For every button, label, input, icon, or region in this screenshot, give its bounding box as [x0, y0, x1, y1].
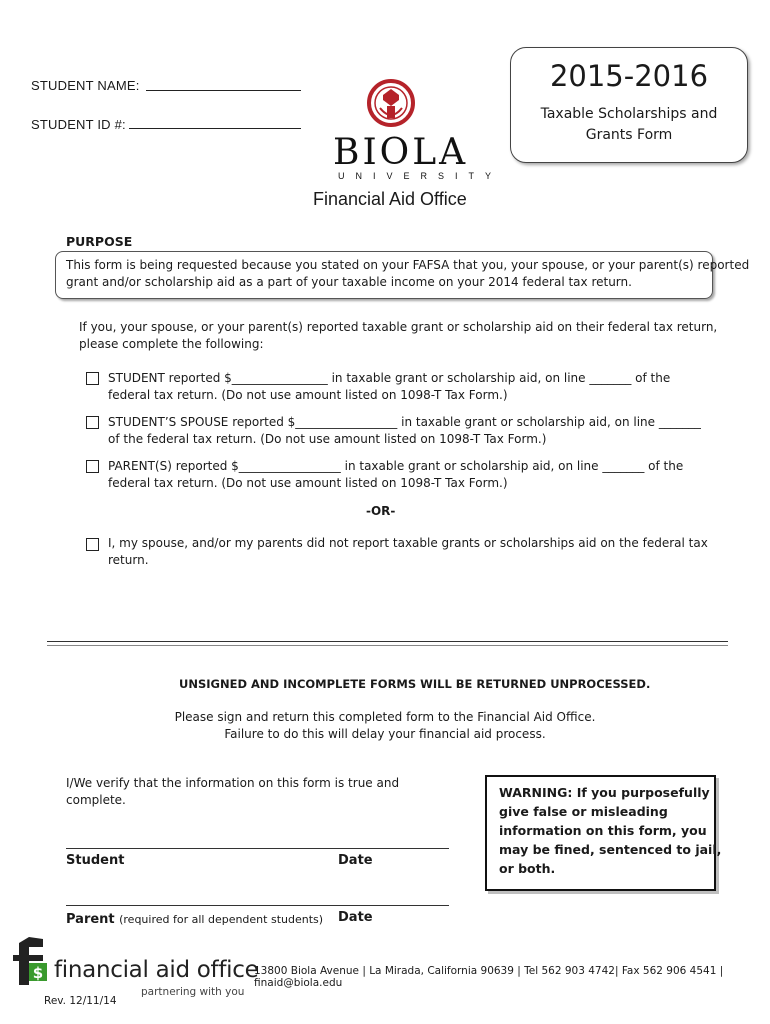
verify-text-line-2: complete.: [66, 793, 126, 807]
footer-contact: 13800 Biola Avenue | La Mirada, California 90639 | Tel 562 903 4742| Fax 562 906 4541 | finaid@biola.edu: [254, 965, 724, 989]
option-student-line-2: federal tax return. (Do not use amount listed on 1098-T Tax Form.): [108, 388, 508, 402]
spouse-reported-checkbox[interactable]: [86, 416, 99, 429]
option-none-line-1: I, my spouse, and/or my parents did not report taxable grants or scholarships aid on the federal tax: [108, 536, 708, 550]
form-year: 2015-2016: [549, 59, 709, 93]
student-signature-label: Student: [66, 853, 125, 868]
svg-text:$: $: [32, 964, 44, 982]
section-divider-shadow: [47, 645, 728, 646]
form-title-line-1: Taxable Scholarships and: [540, 106, 718, 122]
biola-emblem: [366, 78, 416, 128]
purpose-heading: PURPOSE: [66, 234, 133, 249]
student-name-label: STUDENT NAME:: [31, 78, 140, 93]
fao-tagline: partnering with you: [141, 986, 245, 998]
parent-signature-label-group: [66, 910, 323, 929]
student-id-label: STUDENT ID #:: [31, 117, 126, 132]
student-id-field[interactable]: [129, 128, 301, 129]
office-title: Financial Aid Office: [313, 189, 467, 209]
purpose-text-line-1: This form is being requested because you stated on your FAFSA that you, your spouse, or your parent(s) reported: [66, 258, 750, 272]
option-student-line-1: STUDENT reported $________________ in taxable grant or scholarship aid, on line _______ of the: [108, 371, 671, 385]
option-spouse-line-1: STUDENT’S SPOUSE reported $_________________ in taxable grant or scholarship aid, on line _______: [108, 415, 701, 429]
warning-line-3: information on this form, you: [499, 823, 707, 838]
return-instructions-line-2: Failure to do this will delay your financial aid process.: [224, 727, 546, 741]
fao-logo-text: financial aid office: [54, 957, 259, 983]
parent-date-label: Date: [338, 910, 373, 925]
parent-reported-checkbox[interactable]: [86, 460, 99, 473]
return-instructions-line-1: Please sign and return this completed form to the Financial Aid Office.: [174, 710, 596, 724]
parent-signature-label: Parent: [66, 912, 115, 927]
form-title-line-2: Grants Form: [585, 127, 673, 143]
form-title-box: [510, 47, 748, 163]
warning-line-4: may be fined, sentenced to jail,: [499, 842, 722, 857]
revision-date: Rev. 12/11/14: [44, 995, 117, 1007]
student-reported-checkbox[interactable]: [86, 372, 99, 385]
warning-line-2: give false or misleading: [499, 804, 668, 819]
not-reported-checkbox[interactable]: [86, 538, 99, 551]
warning-line-1: WARNING: If you purposefully: [499, 785, 710, 800]
student-signature-field[interactable]: [66, 848, 449, 849]
instructions-line-1: If you, your spouse, or your parent(s) reported taxable grant or scholarship aid on their federal tax return,: [79, 320, 718, 334]
instructions-line-2: please complete the following:: [79, 337, 264, 351]
student-name-field[interactable]: [146, 90, 301, 91]
section-divider: [47, 641, 728, 642]
fao-logo-mark: [9, 935, 49, 990]
biola-wordmark-sub: UNIVERSITY: [338, 171, 503, 181]
option-spouse-line-2: of the federal tax return. (Do not use amount listed on 1098-T Tax Form.): [108, 432, 547, 446]
biola-wordmark: BIOLA: [333, 132, 469, 173]
option-none-line-2: return.: [108, 553, 149, 567]
or-separator: -OR-: [366, 504, 396, 518]
option-parent-line-1: PARENT(S) reported $_________________ in taxable grant or scholarship aid, on line _______ of the: [108, 459, 684, 473]
parent-signature-note: (required for all dependent students): [119, 913, 324, 926]
student-date-label: Date: [338, 853, 373, 868]
option-parent-line-2: federal tax return. (Do not use amount listed on 1098-T Tax Form.): [108, 476, 508, 490]
verify-text-line-1: I/We verify that the information on this form is true and: [66, 776, 400, 790]
warning-line-5: or both.: [499, 861, 556, 876]
unprocessed-notice: UNSIGNED AND INCOMPLETE FORMS WILL BE RETURNED UNPROCESSED.: [179, 677, 651, 691]
purpose-text-line-2: grant and/or scholarship aid as a part of your taxable income on your 2014 federal tax return.: [66, 275, 632, 289]
parent-signature-field[interactable]: [66, 905, 449, 906]
